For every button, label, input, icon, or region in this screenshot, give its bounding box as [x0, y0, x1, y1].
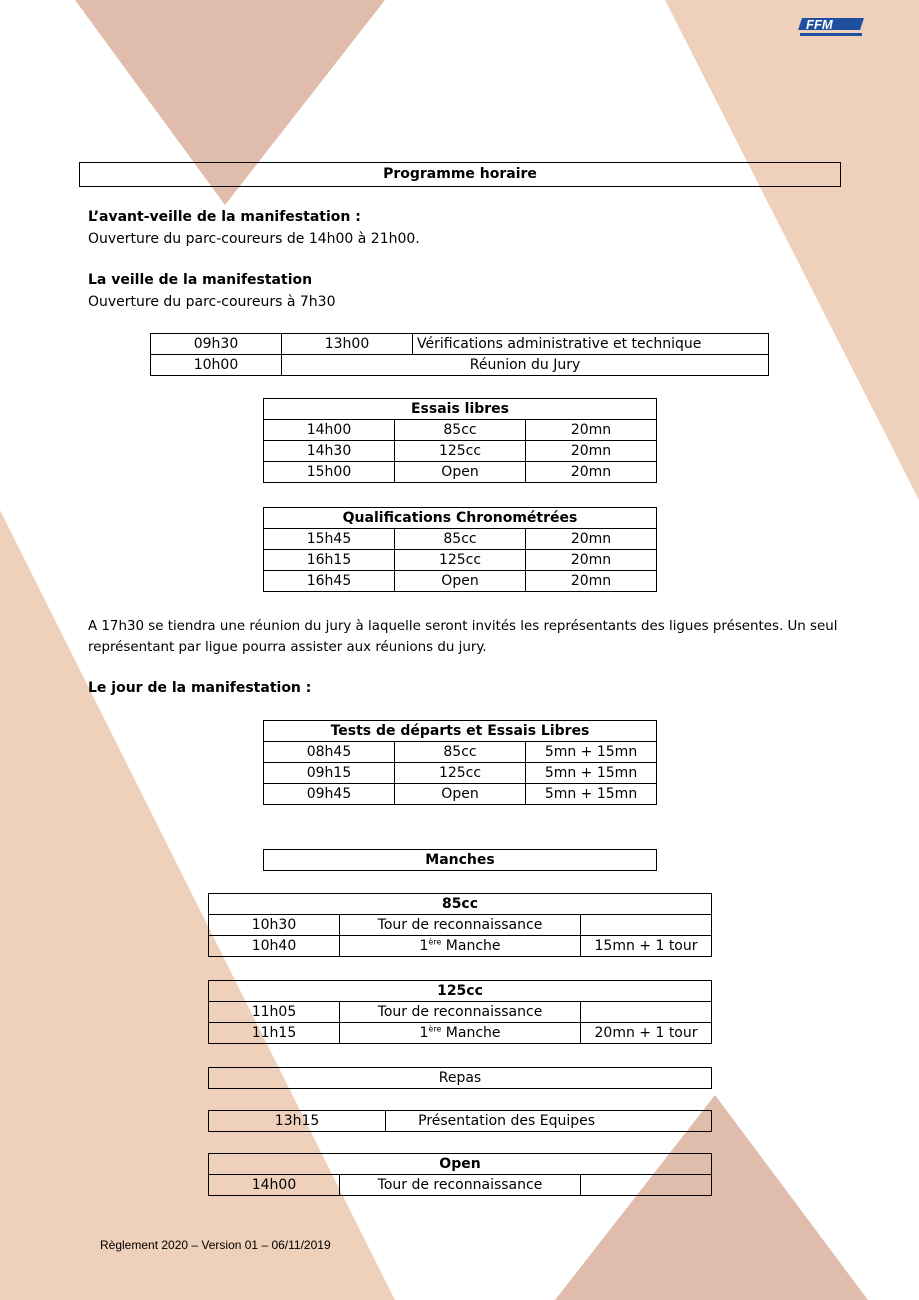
time: 16h15: [264, 550, 395, 571]
duration: 20mn: [526, 571, 657, 592]
time: 11h15: [209, 1023, 340, 1044]
duration: 20mn: [526, 529, 657, 550]
time: 10h40: [209, 936, 340, 957]
reunion-paragraph: A 17h30 se tiendra une réunion du jury à laquelle seront invités les représentants des ligues présentes. Un seul représentant par ligue pourra assister aux réunions du jury.: [88, 619, 838, 655]
class: 125cc: [395, 763, 526, 784]
class: 85cc: [395, 529, 526, 550]
manches-table: [263, 849, 657, 871]
time: 10h00: [151, 355, 282, 376]
time: 09h45: [264, 784, 395, 805]
time: 14h00: [209, 1175, 340, 1196]
class: 125cc: [395, 441, 526, 462]
manche-85cc-table: [208, 893, 712, 957]
end-time: 13h00: [282, 334, 413, 355]
time: 15h45: [264, 529, 395, 550]
table-row: [151, 355, 769, 376]
svg-text:FFM: FFM: [806, 17, 833, 32]
footer-text: Règlement 2020 – Version 01 – 06/11/2019: [100, 1238, 331, 1252]
table-title: Qualifications Chronométrées: [264, 508, 657, 529]
activity-label: Présentation des Equipes: [386, 1111, 712, 1132]
avant-veille-text: Ouverture du parc-coureurs de 14h00 à 21h00.: [88, 231, 420, 247]
time: 14h00: [264, 420, 395, 441]
qualifications-table: [263, 507, 657, 592]
activity-label: 1ère Manche: [340, 936, 581, 957]
duration: 20mn + 1 tour: [581, 1023, 712, 1044]
table-row: [264, 420, 657, 441]
duration: 5mn + 15mn: [526, 763, 657, 784]
duration: 15mn + 1 tour: [581, 936, 712, 957]
table-title: 125cc: [209, 981, 712, 1002]
duration: 20mn: [526, 420, 657, 441]
table-row: [209, 1002, 712, 1023]
class: Open: [395, 571, 526, 592]
repas-label: Repas: [209, 1068, 712, 1089]
time: 13h15: [209, 1111, 386, 1132]
activity-label: 1ère Manche: [340, 1023, 581, 1044]
manche-125cc-table: [208, 980, 712, 1044]
verification-table: [150, 333, 769, 376]
class: 85cc: [395, 742, 526, 763]
time: 14h30: [264, 441, 395, 462]
duration: [581, 1175, 712, 1196]
presentation-table: [208, 1110, 712, 1132]
duration: 20mn: [526, 441, 657, 462]
table-row: [264, 529, 657, 550]
tests-departs-table: [263, 720, 657, 805]
table-row: [264, 571, 657, 592]
veille-text: Ouverture du parc-coureurs à 7h30: [88, 294, 336, 310]
time: 08h45: [264, 742, 395, 763]
class: Open: [395, 462, 526, 483]
duration: 5mn + 15mn: [526, 784, 657, 805]
activity-label: Tour de reconnaissance: [340, 915, 581, 936]
table-row: [209, 1111, 712, 1132]
activity-label: Réunion du Jury: [282, 355, 769, 376]
time: 15h00: [264, 462, 395, 483]
duration: 20mn: [526, 550, 657, 571]
essais-libres-table: [263, 398, 657, 483]
class: 85cc: [395, 420, 526, 441]
activity-label: Tour de reconnaissance: [340, 1175, 581, 1196]
avant-veille-heading: L’avant-veille de la manifestation :: [88, 209, 361, 225]
veille-heading: La veille de la manifestation: [88, 272, 313, 288]
duration: 20mn: [526, 462, 657, 483]
jour-heading: Le jour de la manifestation :: [88, 680, 312, 696]
table-row: [264, 784, 657, 805]
table-title: Essais libres: [264, 399, 657, 420]
page-title: Programme horaire: [79, 162, 841, 187]
table-row: [264, 462, 657, 483]
table-title: 85cc: [209, 894, 712, 915]
class: Open: [395, 784, 526, 805]
time: 16h45: [264, 571, 395, 592]
time: 09h15: [264, 763, 395, 784]
table-row: [209, 936, 712, 957]
time: 11h05: [209, 1002, 340, 1023]
time: 10h30: [209, 915, 340, 936]
table-title: Manches: [264, 850, 657, 871]
repas-table: [208, 1067, 712, 1089]
start-time: 09h30: [151, 334, 282, 355]
table-title: Tests de départs et Essais Libres: [264, 721, 657, 742]
ffm-logo: [798, 16, 866, 40]
activity-label: Vérifications administrative et technique: [413, 334, 769, 355]
table-row: [264, 742, 657, 763]
manche-open-table: [208, 1153, 712, 1196]
table-row: [264, 763, 657, 784]
table-row: [151, 334, 769, 355]
table-row: [209, 915, 712, 936]
duration: [581, 1002, 712, 1023]
table-row: [264, 441, 657, 462]
table-title: Open: [209, 1154, 712, 1175]
duration: 5mn + 15mn: [526, 742, 657, 763]
table-row: [264, 550, 657, 571]
activity-label: Tour de reconnaissance: [340, 1002, 581, 1023]
class: 125cc: [395, 550, 526, 571]
duration: [581, 915, 712, 936]
table-row: [209, 1175, 712, 1196]
table-row: [209, 1023, 712, 1044]
